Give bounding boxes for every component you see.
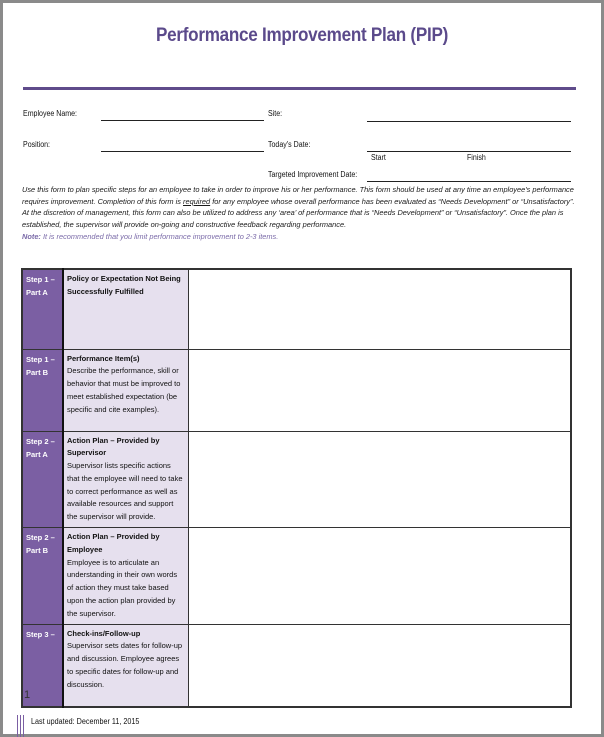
position-label: Position: (23, 140, 51, 149)
position-field[interactable] (101, 151, 264, 152)
table-row (22, 624, 571, 707)
step-response-cell[interactable] (189, 349, 572, 431)
instructions (22, 184, 582, 243)
site-label: Site: (268, 109, 283, 118)
step-description-cell: Policy or Expectation Not Being Successfully Fulfilled (63, 269, 189, 349)
finish-label: Finish (467, 153, 486, 162)
step-response-cell[interactable] (189, 269, 572, 349)
step-response-cell[interactable] (189, 431, 572, 528)
document-title: Performance Improvement Plan (PIP) (155, 25, 449, 46)
todays-date-field[interactable] (367, 151, 571, 152)
site-field[interactable] (367, 121, 571, 122)
targeted-date-field[interactable] (367, 181, 571, 182)
step-response-cell[interactable] (189, 624, 572, 707)
step-label-cell: Step 2 – Part B (22, 528, 63, 625)
instructions-required: required (183, 196, 211, 206)
step-response-cell[interactable] (189, 528, 572, 625)
todays-date-label: Today's Date: (268, 140, 311, 149)
employee-name-field[interactable] (101, 120, 264, 121)
title-divider (23, 87, 576, 90)
targeted-date-label: Targeted Improvement Date: (268, 170, 358, 179)
page-number: 1 (24, 689, 31, 701)
table-row (22, 431, 571, 528)
note-label: Note: (22, 231, 41, 241)
step-label-cell: Step 1 – Part A (22, 269, 63, 349)
step-label-cell: Step 3 – (22, 624, 63, 707)
employee-name-label: Employee Name: (23, 109, 77, 118)
start-label: Start (371, 153, 386, 162)
note-text: It is recommended that you limit performance improvement to 2-3 items. (40, 231, 279, 241)
table-row (22, 528, 571, 625)
document-page (3, 3, 601, 734)
note (22, 232, 278, 241)
step-description-cell: Action Plan – Provided by Employee Employee is to articulate an understanding in their own words of action they must take based upon the action plan provided by the supervisor. (63, 528, 189, 625)
instructions-text-2: for any employee whose overall performance has been evaluated as “Needs Development” or “Unsatisfactory”. At the discretion of management, this form can also be utilized to address any ‘area’ of performance that is “Needs Development” or “Unsatisfactory”. Once the plan is established, the supervisor will provide on-going and constructive feedback regarding performance. (22, 196, 575, 230)
step-label-cell: Step 1 – Part B (22, 349, 63, 431)
step-description-cell: Check-ins/Follow-up Supervisor sets dates for follow-up and discussion. Employee agrees to specific dates for follow-up and discussion. (63, 624, 189, 707)
table-row (22, 349, 571, 431)
last-updated: Last updated: December 11, 2015 (31, 717, 140, 726)
step-description-cell: Action Plan – Provided by Supervisor Supervisor lists specific actions that the employee will need to take to correct performance as well as available resources and support the supervisor will provide. (63, 431, 189, 528)
instructions-text-1: Use this form to plan specific steps for an employee to take in order to improve his or her performance. This form should be used at any time an employee's performance requires improvement. Completion of this form is (22, 185, 574, 206)
step-label-cell: Step 2 – Part A (22, 431, 63, 528)
table-row (22, 269, 571, 349)
pip-steps-table (21, 268, 572, 708)
step-description-cell: Performance Item(s) Describe the performance, skill or behavior that must be improved to meet established expectation (be specific and cite examples). (63, 349, 189, 431)
